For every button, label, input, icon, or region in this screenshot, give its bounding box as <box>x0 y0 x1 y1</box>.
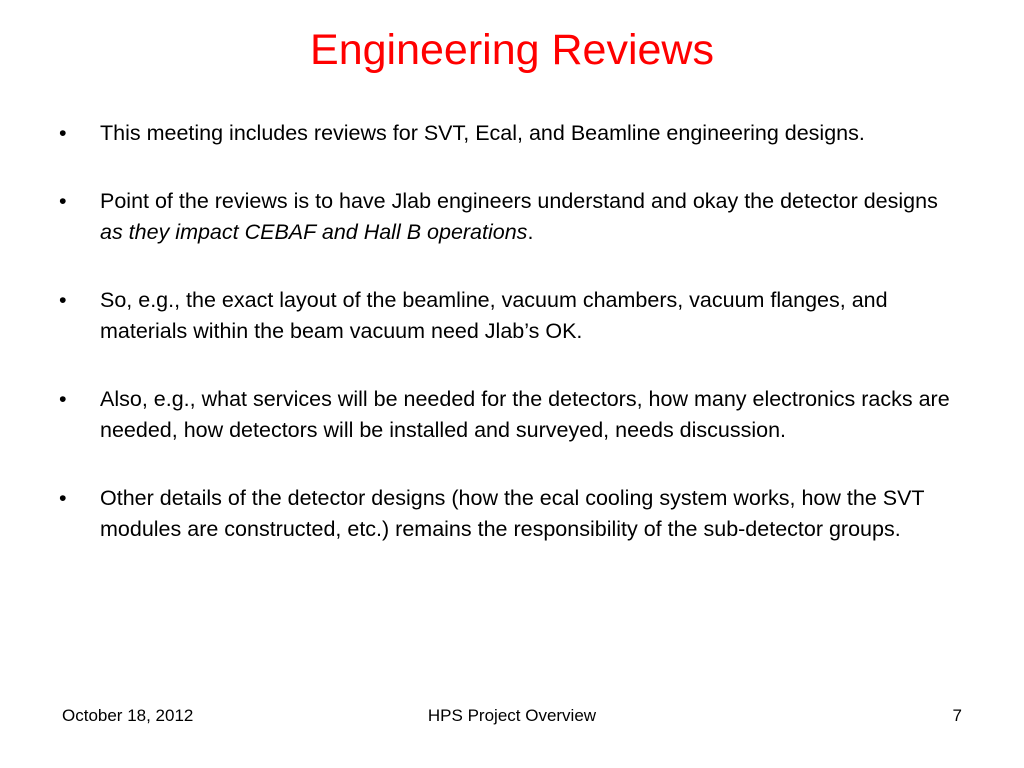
bullet-item-1 <box>56 118 966 149</box>
bullet-text: This meeting includes reviews for SVT, Ecal, and Beamline engineering designs. <box>100 121 865 145</box>
bullet-icon: • <box>59 189 67 213</box>
bullet-text-italic: as they impact CEBAF and Hall B operations <box>100 220 528 244</box>
footer-title: HPS Project Overview <box>427 706 597 725</box>
bullet-text: Other details of the detector designs (how the ecal cooling system works, how the SVT modules are constructed, etc.) remains the responsibility of the sub-detector groups. <box>100 486 925 541</box>
bullet-text: Also, e.g., what services will be needed for the detectors, how many electronics racks are needed, how detectors will be installed and surveyed, needs discussion. <box>100 387 950 442</box>
bullet-icon: • <box>59 288 67 312</box>
bullet-item-3 <box>56 285 966 347</box>
bullet-item-5 <box>56 483 966 545</box>
bullet-text: Point of the reviews is to have Jlab engineers understand and okay the detector designs <box>100 189 938 213</box>
bullet-text-end: . <box>527 220 534 244</box>
bullet-icon: • <box>59 121 67 145</box>
bullet-list <box>56 118 966 545</box>
bullet-text: So, e.g., the exact layout of the beamline, vacuum chambers, vacuum flanges, and materials within the beam vacuum need Jlab’s OK. <box>100 288 888 343</box>
bullet-icon: • <box>59 486 67 510</box>
footer-date: October 18, 2012 <box>62 706 194 725</box>
bullet-item-4 <box>56 384 966 446</box>
bullet-icon: • <box>59 387 67 411</box>
footer-page-number: 7 <box>952 706 962 725</box>
bullet-item-2 <box>56 186 966 248</box>
slide-title: Engineering Reviews <box>310 26 714 74</box>
